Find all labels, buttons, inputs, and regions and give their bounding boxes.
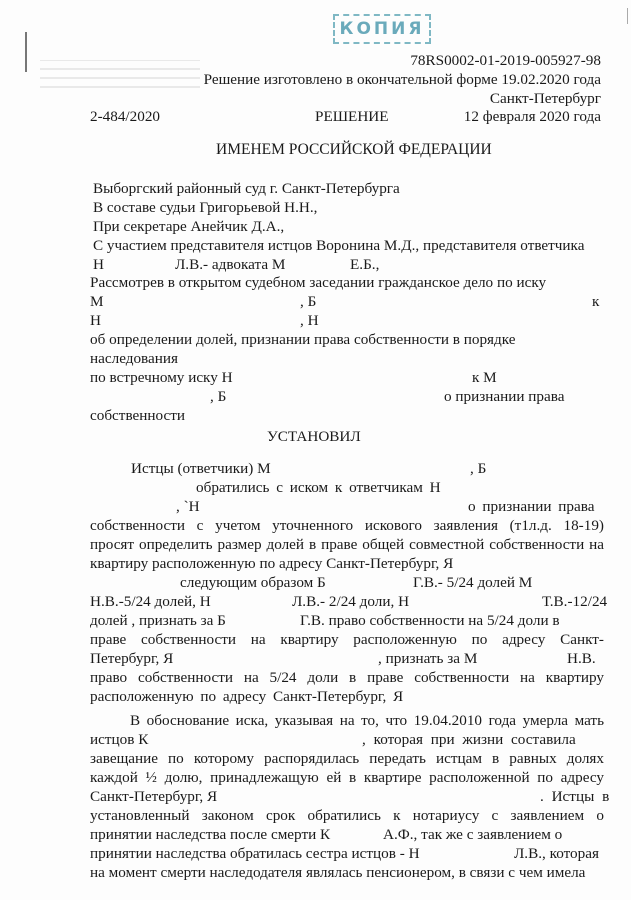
para1-part: Л.В.- 2/24 доли, Н [292,593,410,610]
para2-line: установленный законом срок обратились к нотариусу с заявлением о [90,807,604,824]
para1-part: обратились с иском к ответчикам Н [196,479,441,496]
copy-stamp: КОПИЯ [333,14,431,44]
decision-date: 12 февраля 2020 года [463,108,601,125]
para2-part: истцов К [90,731,149,748]
para2-part: принятии наследства обратилась сестра истцов - Н [90,845,420,862]
para1-part: следующим образом Б [180,574,326,591]
corner-mark [627,8,628,24]
case-desc-part: М [90,293,104,310]
para1-line: просят определить размер долей в праве общей совместной собственности на [90,536,604,553]
case-desc-part: к М [472,369,497,386]
para2-part: Санкт-Петербург, Я [90,788,218,805]
case-desc-line: собственности [90,407,185,424]
case-desc-line: Рассмотрев в открытом судебном заседании гражданское дело по иску [90,274,547,291]
para1-line: праве собственности на квартиру расположенную по адресу Санкт- [90,631,604,648]
case-number: 2-484/2020 [90,108,161,125]
margin-mark [25,32,27,72]
case-uid: 78RS0002-01-2019-005927-98 [410,52,601,69]
heading: ИМЕНЕМ РОССИЙСКОЙ ФЕДЕРАЦИИ [216,141,492,158]
para1-part: , признать за М [378,650,478,667]
court-name: Выборгский районный суд г. Санкт-Петербурга [93,180,400,197]
para1-part: Н.В. [567,650,596,667]
para1-part: , Б [470,460,487,477]
para2-part: А.Ф., так же с заявлением о [383,826,563,843]
para1-part: Г.В. право собственности на 5/24 доли в [300,612,560,629]
case-desc-part: Н [90,312,101,329]
document-title: РЕШЕНИЕ [315,108,389,125]
case-desc-part: о признании права [444,388,565,405]
para2-line: В обоснование иска, указывая на то, что 19.04.2010 года умерла мать [130,712,604,729]
para1-part: Т.В.-12/24 [542,593,608,610]
para2-line: на момент смерти наследодателя являлась пенсионером, в связи с чем имела [90,864,586,881]
para2-part: , которая при жизни составила [362,731,576,748]
case-desc-part: , Н [300,312,319,329]
secretary: При секретаре Анейчик Д.А., [93,218,285,235]
lawyer-initials: Е.Б., [350,256,380,273]
lawyer: Л.В.- адвоката М [175,256,286,273]
para1-part: Н.В.-5/24 долей, Н [90,593,211,610]
para1-line: расположенную по адресу Санкт-Петербург, Я [90,688,404,705]
participants: С участием представителя истцов Воронина М.Д., представителя ответчика [93,237,585,254]
final-form-note: Решение изготовлено в окончательной форме 19.02.2020 года [203,71,601,88]
para1-line: квартиру расположенную по адресу Санкт-Петербург, Я [90,555,454,572]
case-desc-part: , Б [300,293,317,310]
para2-part: . Истцы в [540,788,610,805]
para1-part: Петербург, Я [90,650,174,667]
para1-part: , `Н [176,498,200,515]
bleed-through-text [40,60,200,88]
city: Санкт-Петербург [489,90,601,107]
para2-part: принятии наследства после смерти К [90,826,331,843]
para1-line: собственности с учетом уточненного искового заявления (т1л.д. 18-19) [90,517,604,534]
judge: В составе судьи Григорьевой Н.Н., [93,199,318,216]
para1-part: Г.В.- 5/24 долей М [413,574,533,591]
para2-part: Л.В., которая [514,845,599,862]
case-desc-line: об определении долей, признании права собственности в порядке [90,331,516,348]
para1-part: о признании права [468,498,595,515]
para1-part: долей , признать за Б [90,612,226,629]
case-desc-part: по встречному иску Н [90,369,233,386]
redacted-name: Н [93,256,104,273]
case-desc-line: наследования [90,350,179,367]
para2-line: завещание по которому распорядилась передать истцам в равных долях [90,750,604,767]
para1-part: Истцы (ответчики) М [131,460,271,477]
case-desc-part: к [592,293,600,310]
case-desc-part: , Б [210,388,227,405]
para2-line: каждой ½ долю, принадлежащую ей в квартире расположенной по адресу [90,769,604,786]
section-title: УСТАНОВИЛ [267,428,361,445]
para1-line: право собственности на 5/24 доли в праве собственности на квартиру [90,669,604,686]
